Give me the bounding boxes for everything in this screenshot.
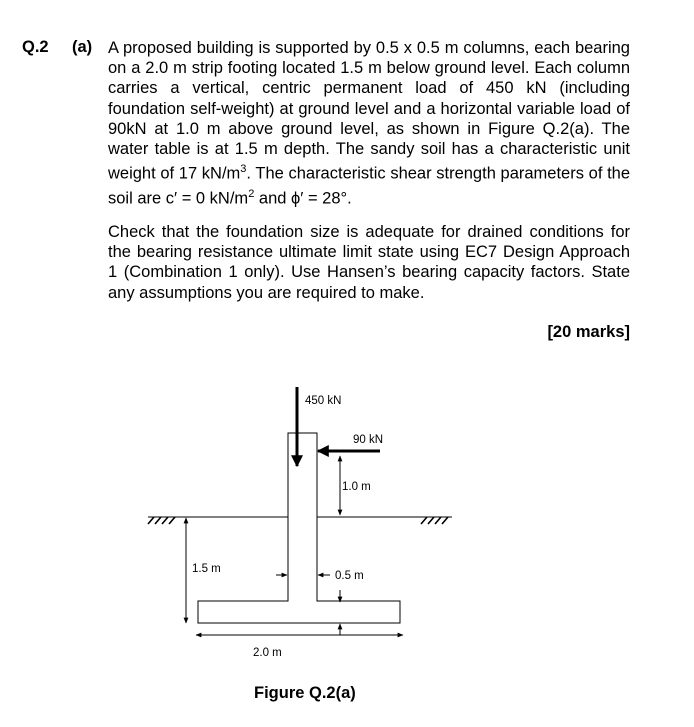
depth-label: 1.5 m: [192, 563, 221, 575]
marks-label: [20 marks]: [547, 323, 630, 341]
ground-hatch-left: [148, 517, 175, 524]
paragraph-1-text-b: . The characteristic shear strength parameters of the soil are c′ = 0 kN/m: [108, 164, 631, 208]
horizontal-load-label: 90 kN: [353, 434, 384, 446]
vertical-load-label: 450 kN: [305, 395, 342, 407]
column-width-label: 0.5 m: [335, 570, 364, 582]
paragraph-1-text-d: ′ = 28°.: [300, 189, 352, 208]
question-number: Q.2: [22, 38, 49, 56]
figure-caption: Figure Q.2(a): [254, 684, 356, 702]
question-paragraph-2: Check that the foundation size is adequate for drained conditions for the bearing resistance ultimate limit state using EC7 Design Approach 1 (Combination 1 only). Use Hansen’s bearing capacity factors. State any assumptions you are required to make.: [108, 223, 630, 302]
ground-hatch-right: [421, 517, 448, 524]
question-part: (a): [72, 38, 93, 56]
superscript-2: 2: [248, 187, 255, 200]
footing-width-label: 2.0 m: [253, 647, 282, 659]
phi-symbol: ϕ: [291, 189, 301, 208]
paragraph-1-text-c: and: [254, 189, 292, 208]
load-height-label: 1.0 m: [342, 481, 371, 493]
superscript-3: 3: [240, 163, 247, 176]
column-footing-outline: [198, 433, 400, 623]
paragraph-1-text-a: A proposed building is supported by 0.5 x 0.5 m columns, each bearing on a 2.0 m strip footing located 1.5 m below ground level. Each column carries a vertical, centric permanent load of 450 kN (including foundation self-weight) at ground level and a horizontal variable load of 90kN at 1.0 m above ground level, as shown in Figure Q.2(a). The water table is at 1.5 m depth. The sandy soil has a characteristic unit weight of 17 kN/m: [108, 39, 630, 183]
